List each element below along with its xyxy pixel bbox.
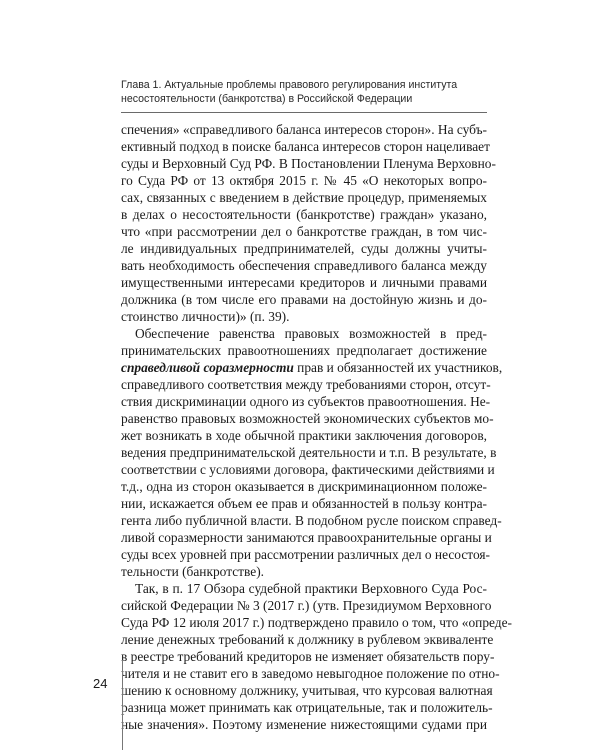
text-line: спечения» «справедливого баланса интересов сторон». На субъ-	[121, 122, 488, 137]
text-line: ление денежных требований к должнику в рублевом эквиваленте	[121, 632, 494, 647]
text-line: ведения предпринимательской деятельности и т.п. В результате, в	[121, 445, 497, 460]
text-line: стоинство личности)» (п. 39).	[121, 309, 290, 324]
text-line: сах, связанных с введением в действие процедур, применяемых	[121, 190, 487, 205]
text-line: ные значения». Поэтому изменение нижестоящими судами при	[121, 717, 487, 732]
text-line: принимательских правоотношениях предполагает достижение	[121, 343, 487, 358]
paragraph-3	[121, 580, 512, 733]
text-line-rest: прав и обязанностей их участников,	[293, 360, 503, 375]
text-line: Так, в п. 17 Обзора судебной практики Верховного Суда Рос-	[135, 581, 487, 596]
margin-divider	[122, 660, 123, 750]
text-line: тельности (банкротстве).	[121, 564, 264, 579]
text-line: ствия дискриминации одного из субъектов правоотношения. Не-	[121, 394, 491, 409]
paragraph-1	[121, 121, 496, 325]
text-line: должника (в том числе его правами на достойную жизнь и до-	[121, 292, 487, 307]
running-header-line-1: Глава 1. Актуальные проблемы правового регулирования института	[121, 79, 458, 91]
running-header-line-2: несостоятельности (банкротства) в Российской Федерации	[121, 93, 413, 105]
text-line: сийской Федерации № 3 (2017 г.) (утв. Президиумом Верховного	[121, 598, 492, 613]
text-line: чителя и не ставит его в заведомо невыгодное положение по отно-	[121, 666, 500, 681]
text-line: ле индивидуальных предпринимателей, суды должны учиты-	[121, 241, 487, 256]
text-line: в реестре требований кредиторов не изменяет обязательств пору-	[121, 649, 495, 664]
text-line: нии, искажается объем ее прав и обязанностей в пользу контра-	[121, 496, 487, 511]
text-line: Суда РФ 12 июля 2017 г.) подтверждено правило о том, что «опреде-	[121, 615, 512, 630]
text-line: жет возникать в ходе обычной практики заключения договоров,	[121, 428, 487, 443]
text-line: т.д., одна из сторон оказывается в дискриминационном положе-	[121, 479, 487, 494]
emphasized-term: справедливой соразмерности	[121, 360, 294, 375]
text-line: суды всех уровней при рассмотрении различных дел о несостоя-	[121, 547, 491, 562]
running-header	[121, 78, 481, 106]
text-line: в делах о несостоятельности (банкротстве) граждан» указано,	[121, 207, 487, 222]
text-line	[121, 359, 503, 376]
body-text	[121, 121, 512, 733]
text-line: равенство правовых возможностей экономических субъектов мо-	[121, 411, 494, 426]
header-divider	[121, 112, 487, 113]
text-line: шению к основному должнику, учитывая, что курсовая валютная	[121, 683, 493, 698]
text-line: вать необходимость обеспечения справедливого баланса между	[121, 258, 487, 273]
page-number: 24	[93, 676, 108, 691]
text-line: что «при рассмотрении дел о банкротстве граждан, в том чис-	[121, 224, 487, 239]
text-line: разница может принимать как отрицательные, так и положитель-	[121, 700, 493, 715]
text-line: суды и Верховный Суд РФ. В Постановлении Пленума Верховно-	[121, 156, 496, 171]
text-line: гента либо публичной власти. В подобном русле поиском справед-	[121, 513, 502, 528]
text-line: соответствии с условиями договора, фактическими действиями и	[121, 462, 495, 477]
text-line: ективный подход в поиске баланса интересов сторон нацеливает	[121, 139, 490, 154]
text-line: го Суда РФ от 13 октября 2015 г. № 45 «О некоторых вопро-	[121, 173, 487, 188]
text-line: имущественными интересами кредиторов и личными правами	[121, 275, 487, 290]
text-line: справедливого соответствия между требованиями сторон, отсут-	[121, 377, 491, 392]
text-line: Обеспечение равенства правовых возможностей в пред-	[135, 326, 487, 341]
paragraph-2	[121, 325, 503, 580]
text-line: ливой соразмерности занимаются правоохранительные органы и	[121, 530, 492, 545]
